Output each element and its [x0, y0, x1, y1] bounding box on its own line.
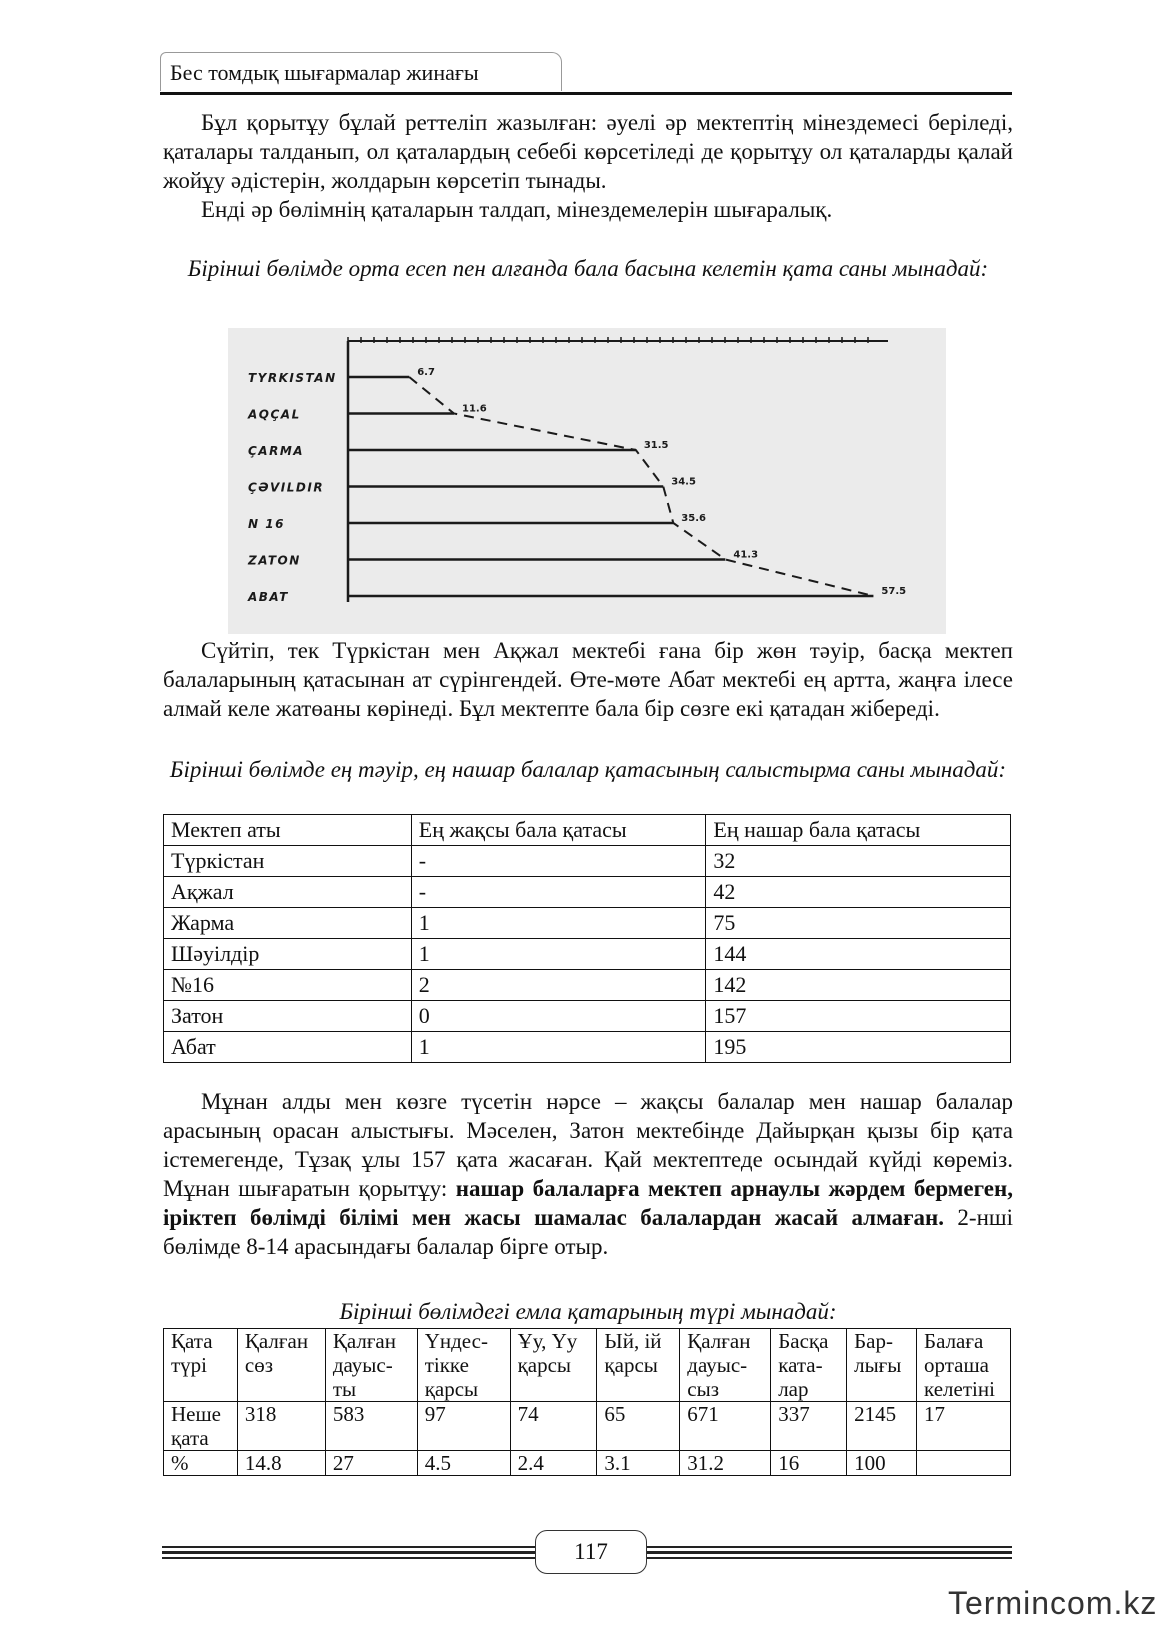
table-header-row	[164, 815, 1011, 846]
table-row	[164, 1402, 1011, 1451]
table-cell: 144	[706, 939, 1011, 970]
table-cell: Неше қата	[164, 1402, 238, 1451]
table-cell: 4.5	[417, 1451, 510, 1476]
table-cell: 1	[411, 939, 706, 970]
chart-svg	[228, 328, 946, 634]
best-worst-table	[163, 814, 1011, 1063]
table-row	[164, 1032, 1011, 1063]
table-cell: 17	[917, 1402, 1011, 1451]
table-cell: 157	[706, 1001, 1011, 1032]
paragraph-next: Енді әр бөлімнің қаталарын талдап, мінездемелерін шығаралық.	[201, 197, 833, 222]
table-row	[164, 908, 1011, 939]
chart-category-label: ÇƏVILDIR	[248, 480, 325, 495]
table-cell: 2145	[847, 1402, 917, 1451]
error-types-table	[163, 1328, 1011, 1476]
watermark-logo	[948, 1585, 1158, 1625]
table-cell: 31.2	[680, 1451, 771, 1476]
chart-value-label: 41.3	[733, 549, 759, 561]
table-header-cell: Ый, ій қарсы	[597, 1329, 680, 1402]
table-cell: -	[411, 877, 706, 908]
table-cell: 3.1	[597, 1451, 680, 1476]
chart-category-label: TYRKISTAN	[248, 371, 337, 385]
chart-value-label: 57.5	[881, 586, 907, 597]
table-cell: 318	[237, 1402, 325, 1451]
table-cell: Түркістан	[164, 846, 412, 877]
table-header-cell: Үндес-тікке қарсы	[417, 1329, 510, 1402]
table-header-cell: Қалған дауыс-сыз	[680, 1329, 771, 1402]
table-cell: -	[411, 846, 706, 877]
table-cell: 97	[417, 1402, 510, 1451]
chart-category-label: AQÇAL	[248, 407, 301, 422]
chart-category-label: N 16	[248, 517, 285, 531]
table-header-cell: Қалған сөз	[237, 1329, 325, 1402]
table-cell: 1	[411, 908, 706, 939]
table1-caption: Бірінші бөлімде ең тәуір, ең нашар балалар қатасының салыстырма саны мынадай:	[169, 757, 1007, 782]
watermark-text: Termincom.kz	[948, 1585, 1158, 1621]
table-cell: Шәуілдір	[164, 939, 412, 970]
table-cell: 75	[706, 908, 1011, 939]
table-cell: 14.8	[237, 1451, 325, 1476]
table-cell: 337	[771, 1402, 847, 1451]
table-row	[164, 1001, 1011, 1032]
chart-caption: Бірінші бөлімде орта есеп пен алғанда бала басына келетін қата саны мынадай:	[187, 256, 989, 281]
table2-caption: Бірінші бөлімдегі емла қатарының түрі мынадай:	[339, 1299, 837, 1324]
table-cell: Затон	[164, 1001, 412, 1032]
chart-value-label: 35.6	[681, 513, 706, 524]
table-header-cell: Бар-лығы	[847, 1329, 917, 1402]
table-header-cell: Ең жақсы бала қатасы	[411, 815, 706, 846]
table-row	[164, 970, 1011, 1001]
table-cell: 195	[706, 1032, 1011, 1063]
conclusion-bold-text: нашар балаларға мектеп арнаулы жәрдем бермеген, іріктеп бөлімді білімі мен жасы шамалас балалардан жасай алмаған.	[163, 1176, 1013, 1230]
table-row	[164, 939, 1011, 970]
table-header-cell: Ең нашар бала қатасы	[706, 815, 1011, 846]
table-header-cell: Балаға орташа келетіні	[917, 1329, 1011, 1402]
table-cell: 65	[597, 1402, 680, 1451]
table-cell: Абат	[164, 1032, 412, 1063]
table-row	[164, 1451, 1011, 1476]
table-header-cell: Қалған дауыс-ты	[325, 1329, 417, 1402]
chart-category-label: ABAT	[248, 590, 289, 604]
table-header-cell: Ұу, Үу қарсы	[510, 1329, 597, 1402]
table-cell: 32	[706, 846, 1011, 877]
table-row	[164, 877, 1011, 908]
table-cell: %	[164, 1451, 238, 1476]
chart-value-label: 6.7	[417, 367, 435, 378]
table-cell: Ақжал	[164, 877, 412, 908]
table-cell: 2	[411, 970, 706, 1001]
paragraph-intro: Бұл қорытұу бұлай реттеліп жазылған: әуелі әр мектептің мінездемесі беріледі, қаталары талданып, ол қаталардың себебі көрсетіледі де қорытұу ол қаталарды қалай жойұу әдістерін, жолдарын көрсетіп тынады.	[163, 110, 1013, 193]
table-cell: 671	[680, 1402, 771, 1451]
chart-value-label: 11.6	[462, 403, 487, 415]
table-header-cell: Қата түрі	[164, 1329, 238, 1402]
table-cell: 0	[411, 1001, 706, 1032]
table-cell: 100	[847, 1451, 917, 1476]
table-cell	[917, 1451, 1011, 1476]
conclusion-text-start: Мұнан алды мен көзге түсетін нәрсе – жақсы балалар мен нашар балалар арасының орасан алыстығы. Мәселен, Затон мектебінде Дайырқан қызы бір қата істемегенде, Тұзақ ұлы 157 қата жасаған. Қай мектептеде осындай күйді көреміз. Мұнан шығаратын қорытұу:	[163, 1089, 1013, 1201]
table-cell: 74	[510, 1402, 597, 1451]
chart-value-label: 34.5	[671, 476, 696, 488]
chart-category-label: ÇARMA	[248, 444, 305, 458]
header-rule	[160, 92, 1012, 95]
conclusion-text-end: 2-нші бөлімде 8-14 арасындағы балалар бірге отыр.	[163, 1205, 1013, 1259]
chart-value-label: 31.5	[643, 440, 669, 451]
table-header-cell: Басқа ката-лар	[771, 1329, 847, 1402]
table-cell: 16	[771, 1451, 847, 1476]
table-row	[164, 846, 1011, 877]
table-cell: 27	[325, 1451, 417, 1476]
error-rate-chart	[228, 328, 946, 634]
table-header-row	[164, 1329, 1011, 1402]
table-cell: 583	[325, 1402, 417, 1451]
table-cell: 1	[411, 1032, 706, 1063]
paragraph-conclusion	[163, 1087, 1013, 1261]
paragraph-summary: Сүйтіп, тек Түркістан мен Ақжал мектебі ғана бір жөн тәуір, басқа мектеп балаларының қатасынан ат сүрінгендей. Өте-мөте Абат мектебі ең артта, жаңға ілесе алмай келе жатөаны көрінеді. Бұл мектепте бала бір сөзге екі қатадан жібереді.	[163, 638, 1013, 721]
table-cell: 142	[706, 970, 1011, 1001]
chart-category-label: ZATON	[248, 553, 301, 568]
table-header-cell: Мектеп аты	[164, 815, 412, 846]
table-cell: Жарма	[164, 908, 412, 939]
table-cell: 42	[706, 877, 1011, 908]
table-cell: 2.4	[510, 1451, 597, 1476]
table-cell: №16	[164, 970, 412, 1001]
page-number: 117	[535, 1530, 647, 1574]
running-header: Бес томдық шығармалар жинағы	[170, 60, 479, 85]
